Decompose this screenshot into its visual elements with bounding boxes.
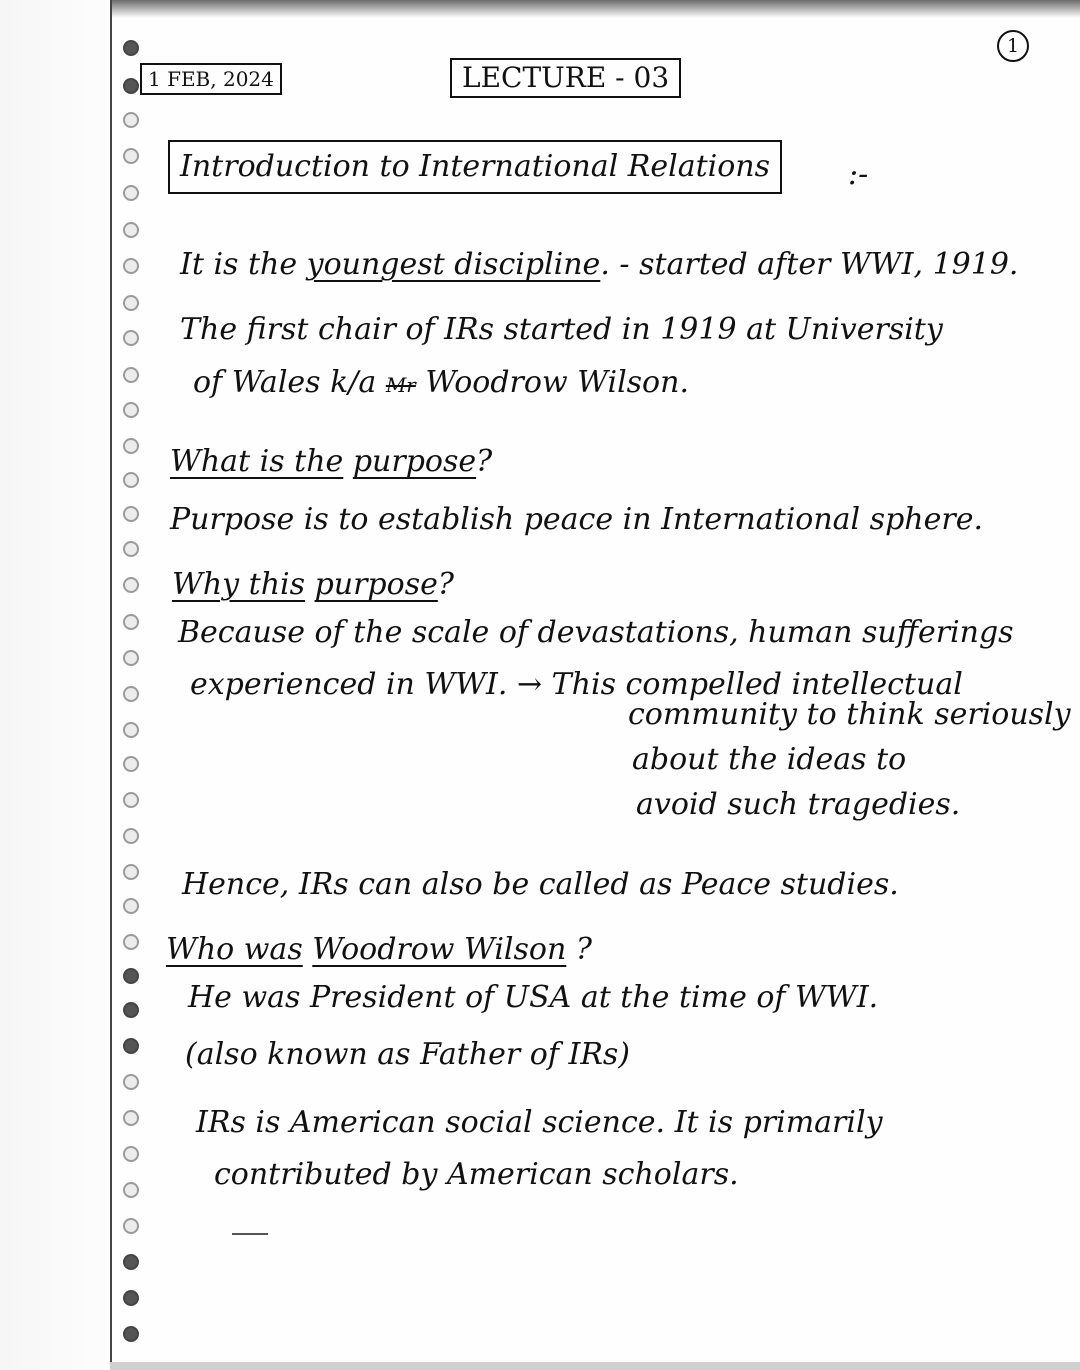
underlined-text: Woodrow Wilson: [312, 932, 567, 967]
scan-edge-top: [110, 0, 1080, 18]
binding-line: [110, 0, 112, 1370]
spiral-hole: [123, 614, 139, 630]
underlined-text: Who was: [166, 932, 303, 967]
spiral-hole: [123, 78, 139, 94]
pen-mark: [232, 1233, 268, 1235]
question-why-purpose: [172, 567, 454, 602]
spiral-hole: [123, 650, 139, 666]
lecture-title: LECTURE - 03: [450, 58, 681, 98]
spiral-hole: [123, 864, 139, 880]
notes-text: It is the: [180, 247, 298, 282]
spiral-hole: [123, 185, 139, 201]
notes-line: avoid such tragedies.: [636, 787, 961, 822]
spiral-hole: [123, 40, 139, 56]
notes-text: ?: [575, 932, 592, 967]
spiral-hole: [123, 258, 139, 274]
notes-line: IRs is American social science. It is primarily: [196, 1105, 883, 1140]
page-margin: [0, 0, 110, 1370]
notes-line: experienced in WWI. → This compelled intellectual: [190, 667, 963, 702]
spiral-hole: [123, 968, 139, 984]
spiral-hole: [123, 898, 139, 914]
spiral-hole: [123, 402, 139, 418]
underlined-text: purpose: [314, 567, 438, 602]
spiral-hole: [123, 112, 139, 128]
spiral-hole: [123, 1110, 139, 1126]
spiral-hole: [123, 506, 139, 522]
spiral-hole: [123, 438, 139, 454]
notes-text: Woodrow Wilson.: [425, 365, 689, 400]
spiral-hole: [123, 148, 139, 164]
question-who-wilson: [166, 932, 592, 967]
heading-suffix: :-: [848, 157, 869, 192]
spiral-hole: [123, 934, 139, 950]
notes-line: Because of the scale of devastations, human sufferings: [178, 615, 1014, 650]
notes-line: [180, 247, 1019, 282]
spiral-hole: [123, 541, 139, 557]
spiral-hole: [123, 722, 139, 738]
notes-text: . - started after WWI, 1919.: [600, 247, 1019, 282]
spiral-hole: [123, 367, 139, 383]
date-box: 1 FEB, 2024: [140, 63, 282, 95]
notes-text: of Wales k/a: [193, 365, 377, 400]
notes-text: ?: [437, 567, 454, 602]
spiral-hole: [123, 1074, 139, 1090]
spiral-hole: [123, 1290, 139, 1306]
notes-line: [193, 365, 689, 400]
spiral-hole: [123, 295, 139, 311]
notes-line: Purpose is to establish peace in International sphere.: [170, 502, 983, 537]
spiral-hole: [123, 686, 139, 702]
scan-edge-bottom: [110, 1362, 1080, 1370]
spiral-hole: [123, 222, 139, 238]
spiral-hole: [123, 792, 139, 808]
underlined-text: Why this: [172, 567, 306, 602]
notes-line: contributed by American scholars.: [214, 1157, 739, 1192]
notes-line: The first chair of IRs started in 1919 at University: [180, 312, 943, 347]
spiral-hole: [123, 756, 139, 772]
page-heading: Introduction to International Relations: [168, 140, 782, 194]
page-number: 1: [997, 30, 1029, 62]
underlined-text: purpose: [352, 444, 477, 479]
spiral-hole: [123, 1218, 139, 1234]
spiral-hole: [123, 1182, 139, 1198]
spiral-hole: [123, 1254, 139, 1270]
spiral-hole: [123, 1326, 139, 1342]
notes-text: ?: [476, 444, 493, 479]
notes-line: community to think seriously: [628, 697, 1071, 732]
underlined-text: What is the: [170, 444, 344, 479]
spiral-hole: [123, 1002, 139, 1018]
notes-line: Hence, IRs can also be called as Peace studies.: [182, 867, 899, 902]
question-what-purpose: [170, 444, 493, 479]
spiral-hole: [123, 577, 139, 593]
spiral-hole: [123, 828, 139, 844]
notes-line: He was President of USA at the time of WWI.: [188, 980, 879, 1015]
notes-line: (also known as Father of IRs): [185, 1037, 631, 1072]
spiral-hole: [123, 330, 139, 346]
struck-text: Mr: [385, 373, 416, 397]
spiral-hole: [123, 1038, 139, 1054]
notes-line: about the ideas to: [632, 742, 907, 777]
spiral-hole: [123, 472, 139, 488]
underlined-text: youngest discipline: [306, 247, 601, 282]
spiral-hole: [123, 1146, 139, 1162]
